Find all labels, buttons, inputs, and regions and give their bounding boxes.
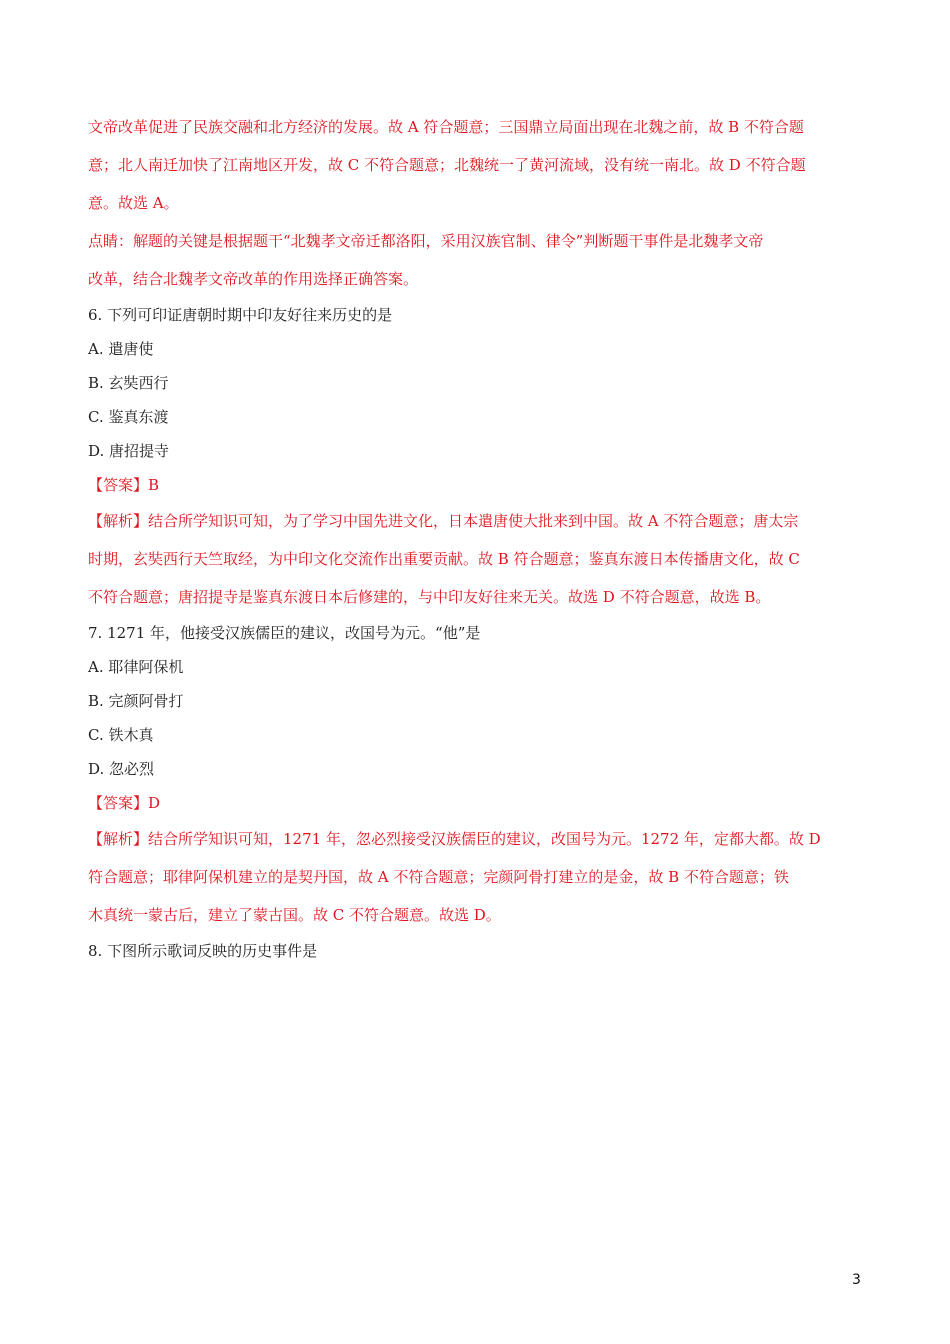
q6-option-c: C. 鉴真东渡 <box>88 408 169 426</box>
q7-analysis-line <box>88 820 868 858</box>
q6-analysis-line: 不符合题意；唐招提寺是鉴真东渡日本后修建的，与中印友好往来无关。故选 D 不符合题意，故选 B。 <box>88 588 771 606</box>
answer-value: D <box>148 794 161 812</box>
q6-option-a: A. 遣唐使 <box>88 340 154 358</box>
tip-line: 点睛：解题的关键是根据题干“北魏孝文帝迁都洛阳，采用汉族官制、律令”判断题干事件是北魏孝文帝 <box>88 232 764 250</box>
page-number: 3 <box>852 1272 861 1288</box>
question-8-stem: 8. 下图所示歌词反映的历史事件是 <box>88 942 318 960</box>
tip-line: 改革，结合北魏孝文帝改革的作用选择正确答案。 <box>88 270 419 288</box>
intro-line: 意；北人南迁加快了江南地区开发，故 C 不符合题意；北魏统一了黄河流域，没有统一南北。故 D 不符合题 <box>88 156 806 174</box>
q7-option-a: A. 耶律阿保机 <box>88 658 184 676</box>
analysis-text: 结合所学知识可知，为了学习中国先进文化，日本遣唐使大批来到中国。故 A 不符合题意；唐太宗 <box>148 512 799 530</box>
question-6-stem: 6. 下列可印证唐朝时期中印友好往来历史的是 <box>88 306 393 324</box>
q6-option-d: D. 唐招提寺 <box>88 442 170 460</box>
q7-analysis-line: 木真统一蒙古后，建立了蒙古国。故 C 不符合题意。故选 D。 <box>88 906 501 924</box>
answer-value: B <box>148 476 160 494</box>
answer-label: 【答案】 <box>88 794 149 812</box>
q7-analysis-line: 符合题意；耶律阿保机建立的是契丹国，故 A 不符合题意；完颜阿骨打建立的是金，故 B 不符合题意；铁 <box>88 868 789 886</box>
analysis-label: 【解析】 <box>88 512 149 530</box>
document-page <box>88 108 868 968</box>
intro-line: 文帝改革促进了民族交融和北方经济的发展。故 A 符合题意；三国鼎立局面出现在北魏之前，故 B 不符合题 <box>88 118 804 136</box>
q6-answer <box>88 468 868 502</box>
analysis-label: 【解析】 <box>88 830 149 848</box>
intro-line: 意。故选 A。 <box>88 194 179 212</box>
analysis-text: 结合所学知识可知，1271 年，忽必烈接受汉族儒臣的建议，改国号为元。1272 年，定都大都。故 D <box>148 830 821 848</box>
q6-analysis-line <box>88 502 868 540</box>
q7-option-c: C. 铁木真 <box>88 726 154 744</box>
q6-option-b: B. 玄奘西行 <box>88 374 169 392</box>
q6-analysis-line: 时期，玄奘西行天竺取经，为中印文化交流作出重要贡献。故 B 符合题意；鉴真东渡日本传播唐文化，故 C <box>88 550 800 568</box>
q7-option-b: B. 完颜阿骨打 <box>88 692 184 710</box>
q7-answer <box>88 786 868 820</box>
question-7-stem: 7. 1271 年，他接受汉族儒臣的建议，改国号为元。“他”是 <box>88 624 481 642</box>
answer-label: 【答案】 <box>88 476 149 494</box>
q7-option-d: D. 忽必烈 <box>88 760 155 778</box>
